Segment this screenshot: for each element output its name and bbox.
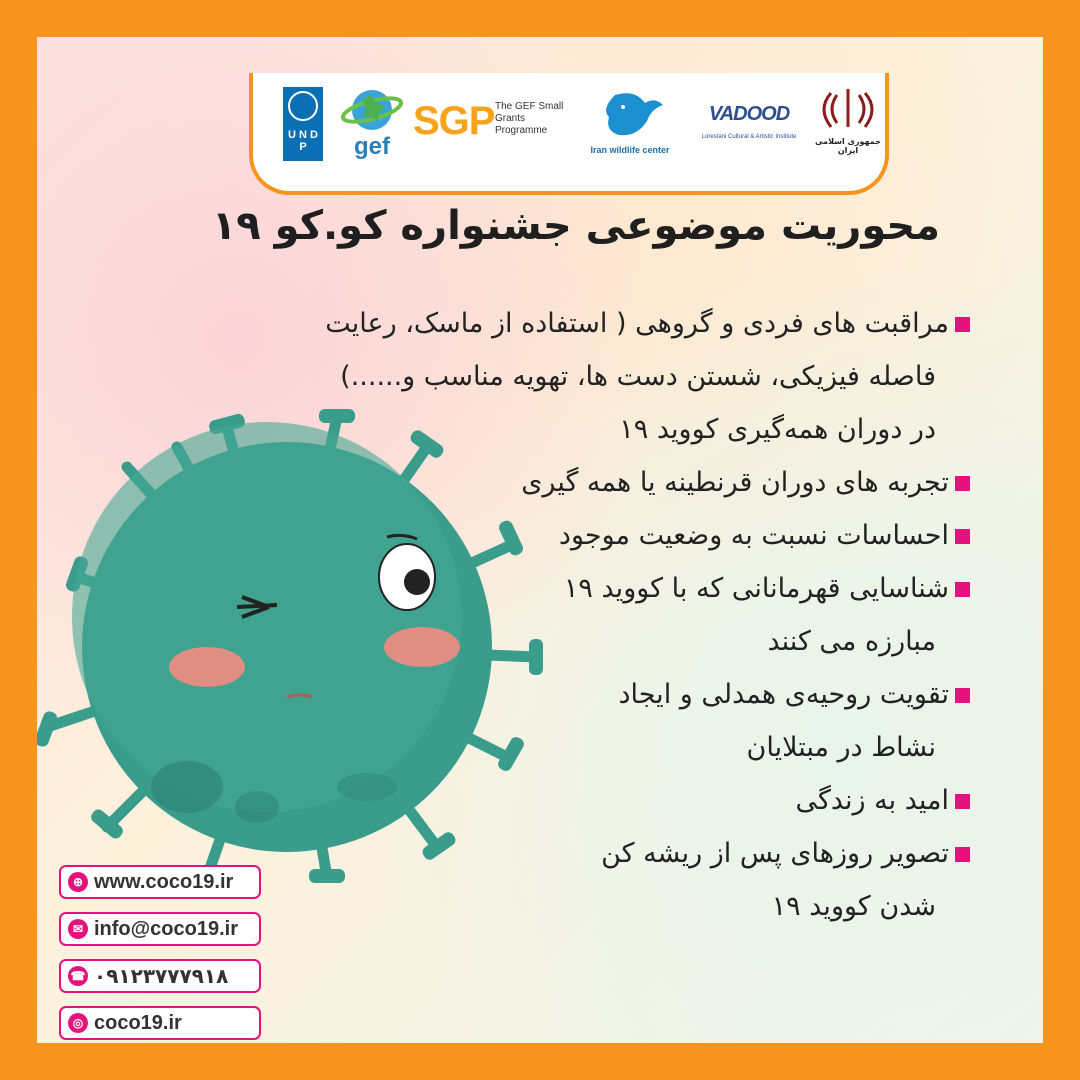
topic-line: تجربه‌ های دوران قرنطینه یا همه گیری bbox=[521, 467, 949, 498]
globe-icon: ⊕ bbox=[68, 872, 88, 892]
phone-text: ۰۹۱۲۳۷۷۷۹۱۸ bbox=[94, 964, 229, 988]
topic-item bbox=[330, 827, 970, 933]
instagram-link[interactable] bbox=[59, 1006, 261, 1040]
phone-icon: ☎ bbox=[68, 966, 88, 986]
topic-line: شناسایی قهرمانانی که با کووید ۱۹ bbox=[563, 573, 949, 604]
logo-bar bbox=[249, 73, 889, 195]
topic-item bbox=[330, 562, 970, 668]
website-text: www.coco19.ir bbox=[94, 870, 234, 893]
page-title: محوریت موضوعی جشنواره کو.کو ۱۹ bbox=[211, 203, 940, 249]
topic-item bbox=[330, 774, 970, 827]
bullet-icon bbox=[955, 688, 970, 703]
iran-wildlife-center-logo bbox=[575, 87, 685, 167]
topic-item bbox=[330, 668, 970, 774]
topic-line: مبارزه‌ می‌ کنند bbox=[767, 626, 936, 657]
bullet-icon bbox=[955, 476, 970, 491]
iran-emblem-icon bbox=[813, 83, 883, 133]
bullet-icon bbox=[955, 529, 970, 544]
globe-icon bbox=[341, 85, 403, 135]
dove-hand-icon bbox=[575, 87, 685, 141]
bullet-icon bbox=[955, 582, 970, 597]
un-emblem-icon bbox=[288, 91, 318, 121]
undp-logo-text: U N D P bbox=[288, 129, 318, 153]
bullet-icon bbox=[955, 794, 970, 809]
contact-list bbox=[59, 865, 261, 1043]
topic-line: فاصله فیزیکی، شستن دست ها، تهویه مناسب و......) bbox=[340, 361, 936, 392]
undp-logo bbox=[283, 87, 323, 161]
topic-item bbox=[330, 456, 970, 509]
poster-canvas bbox=[37, 37, 1043, 1043]
instagram-text: coco19.ir bbox=[94, 1011, 182, 1034]
sgp-logo-text: SGP bbox=[413, 99, 495, 143]
vadood-logo-text: VADOOD bbox=[708, 103, 790, 125]
topic-line: تقویت روحیه‌ی همدلی و ایجاد bbox=[618, 679, 949, 710]
website-link[interactable] bbox=[59, 865, 261, 899]
vadood-logo bbox=[693, 103, 805, 153]
mail-icon: ✉ bbox=[68, 919, 88, 939]
topic-line: نشاط در مبتلایان bbox=[746, 732, 936, 763]
topics-list bbox=[325, 297, 970, 933]
phone-link[interactable] bbox=[59, 959, 261, 993]
vadood-subtitle: Lorestani Cultural & Artistic Institute bbox=[701, 134, 797, 140]
topic-line: شدن کووید ۱۹ bbox=[771, 891, 936, 922]
ministry-text: جمهوری اسلامی ایران bbox=[815, 137, 881, 155]
topic-item bbox=[325, 297, 970, 456]
gef-logo bbox=[341, 85, 403, 165]
gef-logo-text: gef bbox=[354, 133, 390, 160]
sgp-logo bbox=[413, 99, 573, 149]
instagram-icon: ◎ bbox=[68, 1013, 88, 1033]
email-text: info@coco19.ir bbox=[94, 917, 238, 940]
bullet-icon bbox=[955, 317, 970, 332]
iran-ministry-logo bbox=[813, 83, 883, 179]
topic-line: در دوران همه‌گیری کووید ۱۹ bbox=[619, 414, 936, 445]
sgp-subtitle: The GEF Small Grants Programme bbox=[495, 101, 564, 136]
topic-line: احساسات نسبت به وضعیت موجود bbox=[558, 520, 949, 551]
email-link[interactable] bbox=[59, 912, 261, 946]
topic-line: تصویر روزهای پس از ریشه کن bbox=[601, 838, 949, 869]
topic-line: امید به زندگی bbox=[795, 785, 949, 816]
topic-line: مراقبت های فردی و گروهی ( استفاده از ماسک، رعایت bbox=[325, 308, 949, 339]
wildlife-center-text: Iran wildlife center bbox=[590, 145, 670, 155]
bullet-icon bbox=[955, 847, 970, 862]
topic-item bbox=[330, 509, 970, 562]
